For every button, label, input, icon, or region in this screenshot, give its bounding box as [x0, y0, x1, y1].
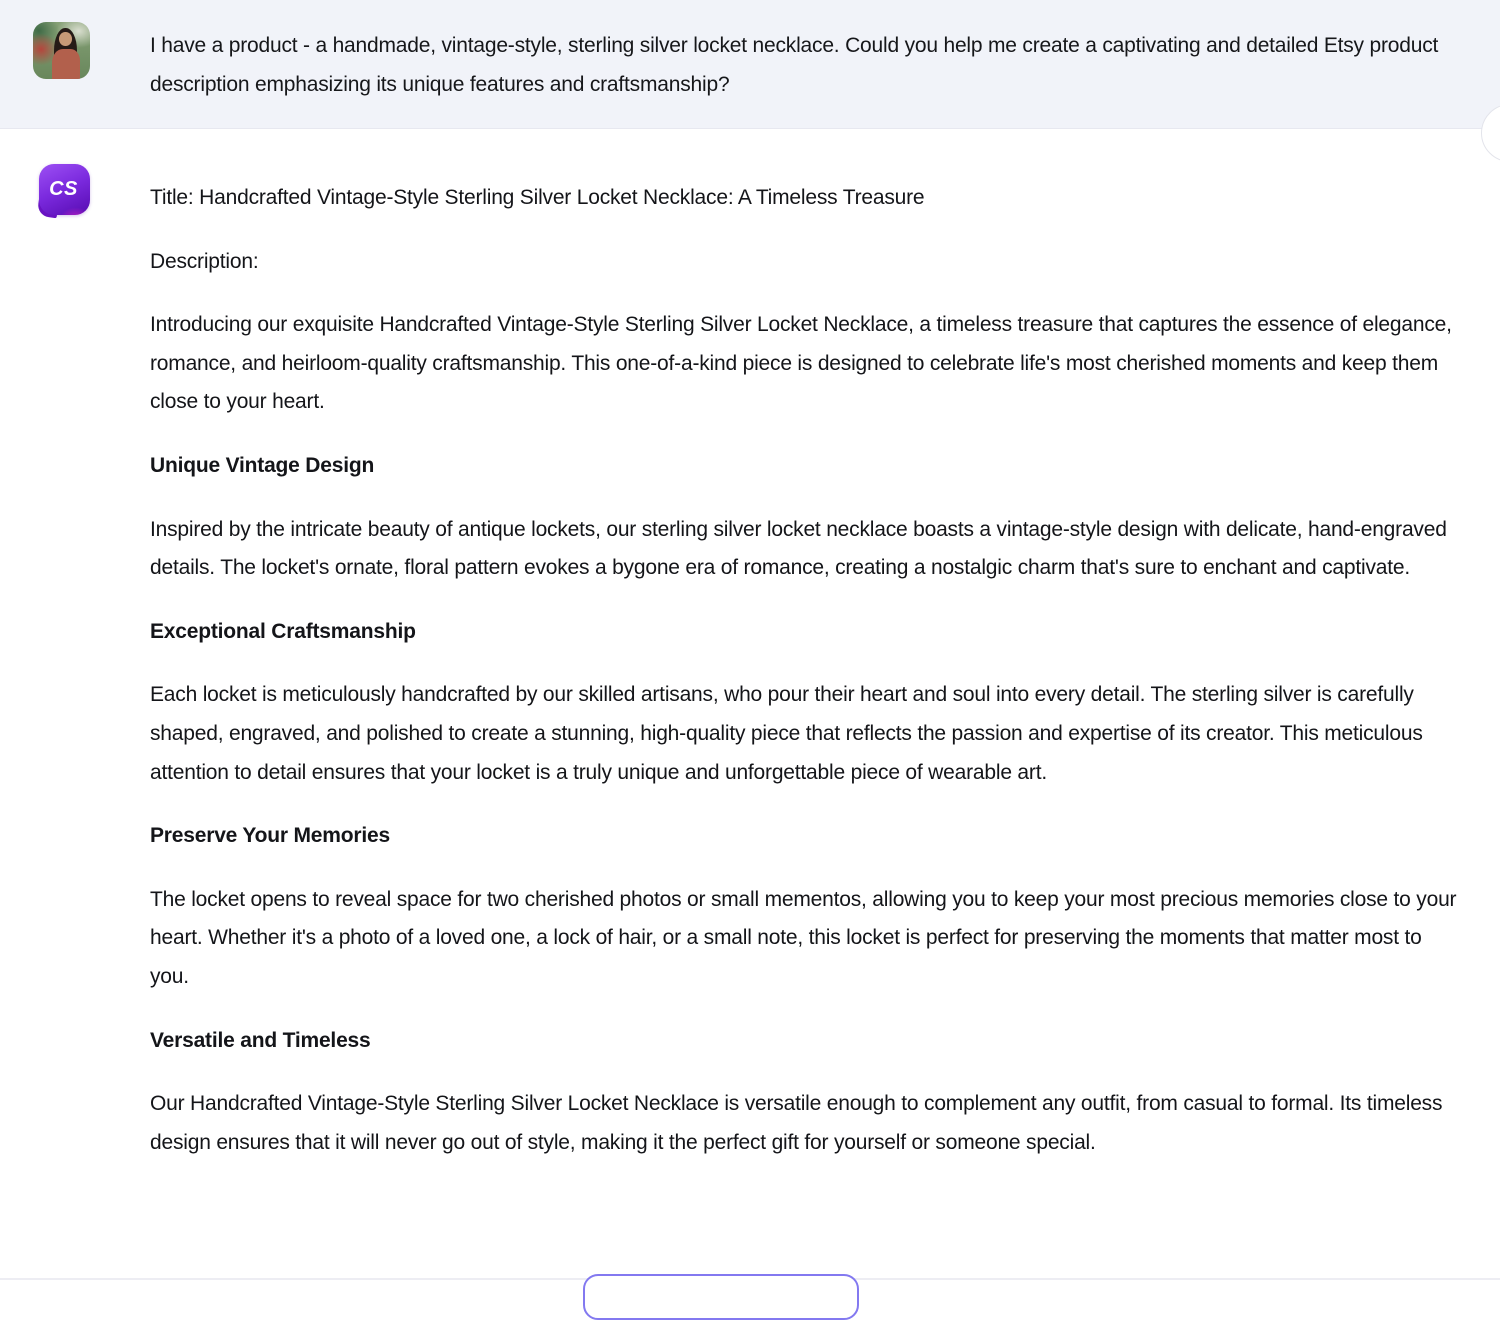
- user-avatar-photo-detail: [52, 49, 79, 79]
- chatsonic-avatar: [38, 163, 92, 219]
- user-avatar-photo-detail: [59, 32, 72, 46]
- section-body: The locket opens to reveal space for two cherished photos or small mementos, allowing you to keep your most precious memories close to your heart. Whether it's a photo of a loved one, a lock of hair, or a small note, this locket is perfect for preserving the moments that matter most to you.: [150, 887, 1457, 988]
- section-heading-preserve-your-memories: Preserve Your Memories: [150, 824, 390, 848]
- user-message-row: [0, 0, 1500, 129]
- section-heading-exceptional-craftsmanship: Exceptional Craftsmanship: [150, 619, 416, 643]
- section-body: Inspired by the intricate beauty of antique lockets, our sterling silver locket necklace boasts a vintage-style design with delicate, hand-engraved details. The locket's ornate, floral pattern evokes a bygone era of romance, creating a nostalgic charm that's sure to enchant and captivate.: [150, 517, 1447, 580]
- section-heading-unique-vintage-design: Unique Vintage Design: [150, 453, 375, 477]
- response-title-line: Title: Handcrafted Vintage-Style Sterling Silver Locket Necklace: A Timeless Treasure: [150, 186, 925, 209]
- section-body: Each locket is meticulously handcrafted by our skilled artisans, who pour their heart and soul into every detail. The sterling silver is carefully shaped, engraved, and polished to create a stunning, high-quality piece that reflects the passion and expertise of its creator. This meticulous attention to detail ensures that your locket is a truly unique and unforgettable piece of wearable art.: [150, 683, 1423, 784]
- response-intro-paragraph: Introducing our exquisite Handcrafted Vintage-Style Sterling Silver Locket Necklace, a timeless treasure that captures the essence of elegance, romance, and heirloom-quality craftsmanship. This one-of-a-kind piece is designed to celebrate life's most cherished moments and keep them close to your heart.: [150, 313, 1452, 414]
- section-body: Our Handcrafted Vintage-Style Sterling Silver Locket Necklace is versatile enough to complement any outfit, from casual to formal. Its timeless design ensures that it will never go out of style, making it the perfect gift for yourself or someone special.: [150, 1092, 1443, 1154]
- chatsonic-logo-icon: [39, 164, 90, 215]
- user-message-text: I have a product - a handmade, vintage-style, sterling silver locket necklace. Could you help me create a captivating and detailed Etsy product description emphasizing its unique features and craftsmanship?: [150, 34, 1439, 96]
- assistant-message-row: [0, 130, 1500, 1280]
- user-avatar: [33, 22, 90, 79]
- bottom-action-button-cutoff[interactable]: [583, 1274, 859, 1320]
- response-description-label: Description:: [150, 249, 259, 273]
- section-heading-versatile-and-timeless: Versatile and Timeless: [150, 1028, 371, 1052]
- assistant-response: [150, 179, 1462, 1162]
- chatsonic-logo-text: CS: [49, 178, 78, 200]
